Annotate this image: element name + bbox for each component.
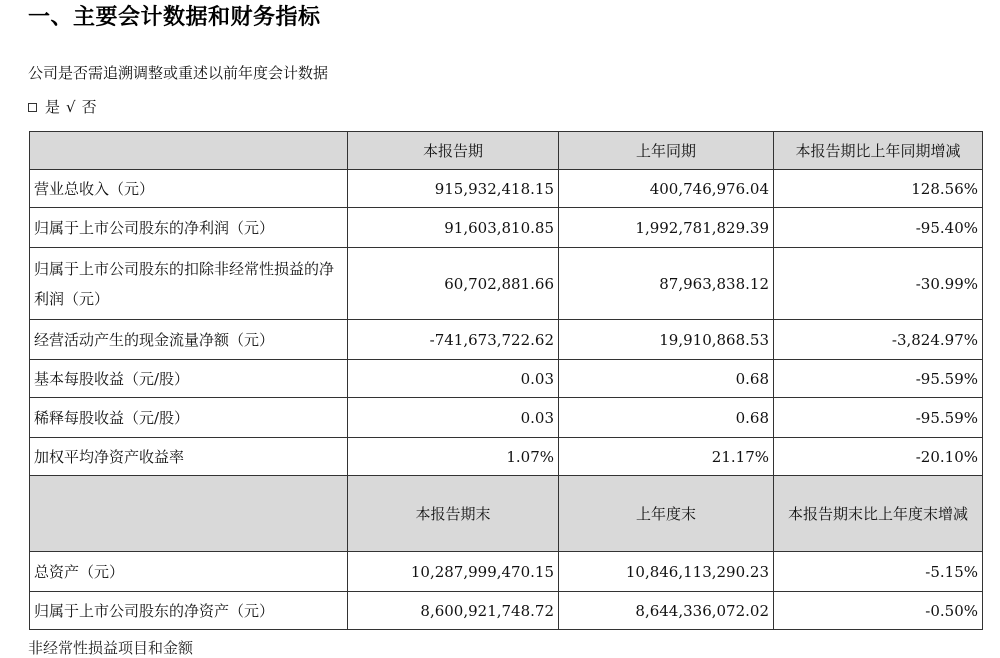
table-row xyxy=(30,208,983,248)
table-row xyxy=(30,552,983,592)
table-cell: 400,746,976.04 xyxy=(559,170,774,208)
table-header-cell: 上年度末 xyxy=(559,476,774,552)
table-cell: 8,600,921,748.72 xyxy=(348,592,559,630)
table-header-cell: 上年同期 xyxy=(559,132,774,170)
table-cell: -0.50% xyxy=(774,592,983,630)
table-cell: -95.59% xyxy=(774,360,983,398)
table-cell: -20.10% xyxy=(774,438,983,476)
table-row xyxy=(30,438,983,476)
table-cell: 91,603,810.85 xyxy=(348,208,559,248)
table-cell: 0.03 xyxy=(348,398,559,438)
restatement-question: 公司是否需追溯调整或重述以前年度会计数据 xyxy=(28,64,329,82)
table-cell: -741,673,722.62 xyxy=(348,320,559,360)
table-cell: -5.15% xyxy=(774,552,983,592)
table-row xyxy=(30,320,983,360)
table-cell: 60,702,881.66 xyxy=(348,248,559,320)
table-header-cell xyxy=(30,132,348,170)
table-cell: 915,932,418.15 xyxy=(348,170,559,208)
row-label: 稀释每股收益（元/股） xyxy=(30,398,348,438)
table-header-cell: 本报告期比上年同期增减 xyxy=(774,132,983,170)
row-label: 加权平均净资产收益率 xyxy=(30,438,348,476)
table-cell: 19,910,868.53 xyxy=(559,320,774,360)
table-header-cell: 本报告期末 xyxy=(348,476,559,552)
table-row xyxy=(30,592,983,630)
table-cell: 0.68 xyxy=(559,360,774,398)
checkmark-icon: √ xyxy=(66,98,76,116)
table-cell: 1,992,781,829.39 xyxy=(559,208,774,248)
row-label: 基本每股收益（元/股） xyxy=(30,360,348,398)
row-label: 营业总收入（元） xyxy=(30,170,348,208)
table-cell: 0.68 xyxy=(559,398,774,438)
table-cell: -3,824.97% xyxy=(774,320,983,360)
section-title: 一、主要会计数据和财务指标 xyxy=(28,5,321,30)
table-header-cell xyxy=(30,476,348,552)
table-row xyxy=(30,248,983,320)
row-label: 经营活动产生的现金流量净额（元） xyxy=(30,320,348,360)
row-label: 归属于上市公司股东的净利润（元） xyxy=(30,208,348,248)
table-header-row xyxy=(30,132,983,170)
table-cell: 0.03 xyxy=(348,360,559,398)
table-row xyxy=(30,170,983,208)
table-cell: 21.17% xyxy=(559,438,774,476)
table-row xyxy=(30,360,983,398)
unchecked-box-icon xyxy=(28,103,37,112)
table-header-row xyxy=(30,476,983,552)
table-header-cell: 本报告期末比上年度末增减 xyxy=(774,476,983,552)
table-cell: 10,846,113,290.23 xyxy=(559,552,774,592)
choice-no-label: 否 xyxy=(81,98,97,116)
choice-yes-label: 是 xyxy=(45,98,61,116)
table-cell: -95.59% xyxy=(774,398,983,438)
table-cell: 8,644,336,072.02 xyxy=(559,592,774,630)
table-cell: 128.56% xyxy=(774,170,983,208)
row-label: 归属于上市公司股东的净资产（元） xyxy=(30,592,348,630)
restatement-choice xyxy=(28,97,97,117)
table-row xyxy=(30,398,983,438)
table-cell: -30.99% xyxy=(774,248,983,320)
table-cell: 87,963,838.12 xyxy=(559,248,774,320)
row-label: 总资产（元） xyxy=(30,552,348,592)
table-cell: 10,287,999,470.15 xyxy=(348,552,559,592)
table-cell: -95.40% xyxy=(774,208,983,248)
row-label: 归属于上市公司股东的扣除非经常性损益的净利润（元） xyxy=(30,248,348,320)
table-cell: 1.07% xyxy=(348,438,559,476)
table-header-cell: 本报告期 xyxy=(348,132,559,170)
next-section-title: 非经常性损益项目和金额 xyxy=(28,639,194,657)
financial-indicators-table xyxy=(29,131,983,630)
